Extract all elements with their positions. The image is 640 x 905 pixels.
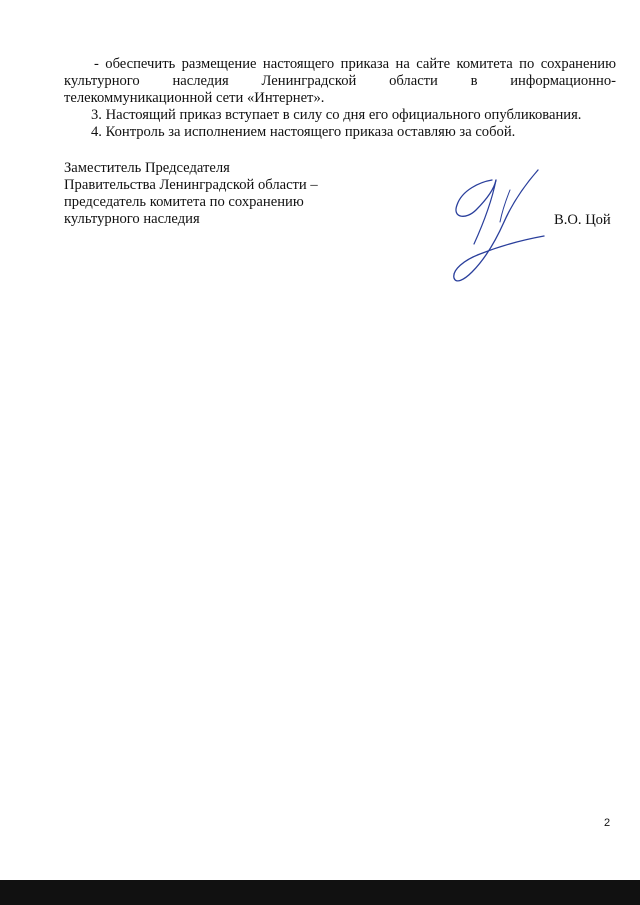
position-line: культурного наследия <box>64 211 200 227</box>
position-line: Заместитель Председателя <box>64 160 230 176</box>
position-line: председатель комитета по сохранению <box>64 194 304 210</box>
paragraph-publication: - обеспечить размещение настоящего приказа на сайте комитета по сохранению культурного наследия Ленинградской области в информационно-телекоммуникационной сети «Интернет». <box>64 56 616 106</box>
handwritten-signature <box>440 160 560 290</box>
page-number: 2 <box>604 817 611 829</box>
document-body <box>64 56 616 141</box>
position-line: Правительства Ленинградской области – <box>64 177 318 193</box>
paragraph-effective-date: 3. Настоящий приказ вступает в силу со дня его официального опубликования. <box>91 107 582 123</box>
signer-name: В.О. Цой <box>554 212 611 228</box>
scan-border <box>0 880 640 905</box>
paragraph-control: 4. Контроль за исполнением настоящего приказа оставляю за собой. <box>91 124 516 140</box>
signatory-position <box>64 160 364 228</box>
